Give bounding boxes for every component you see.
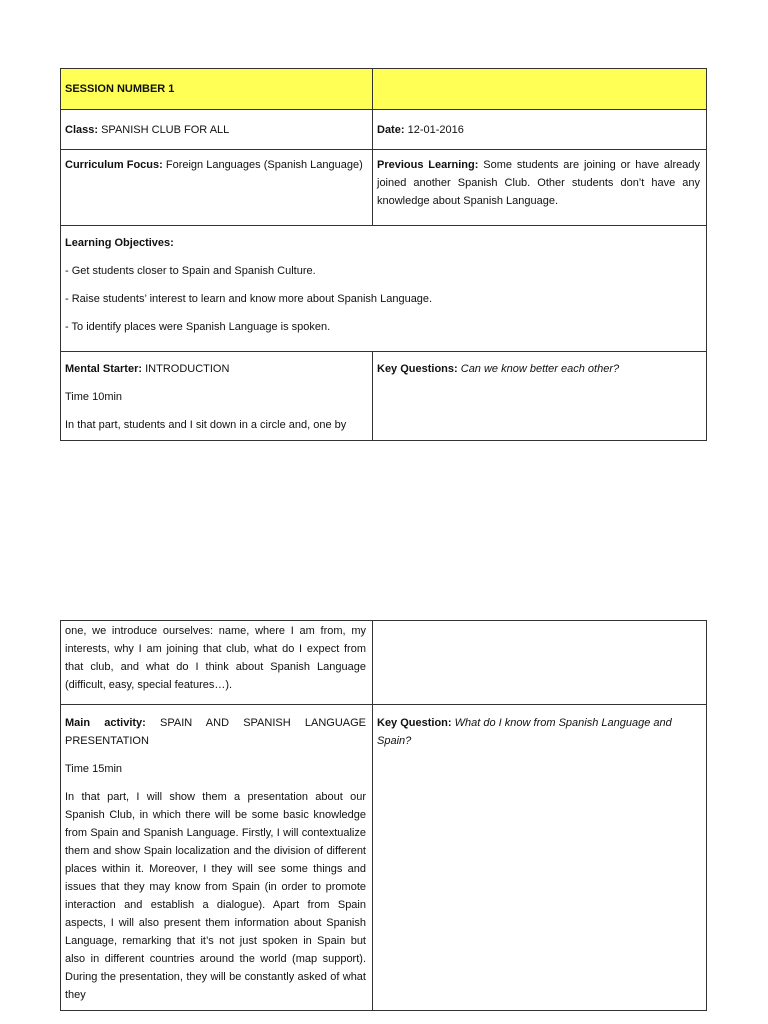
date-label: Date: xyxy=(377,123,405,136)
mental-starter-cell xyxy=(61,352,373,441)
curriculum-cell xyxy=(61,150,373,226)
class-value: SPANISH CLUB FOR ALL xyxy=(101,123,230,136)
main-activity-cell xyxy=(61,705,373,1011)
objective-item: - Get students closer to Spain and Spanish Culture. xyxy=(65,265,316,277)
date-cell xyxy=(373,110,707,150)
learning-objectives-cell xyxy=(61,226,707,352)
key-question-value: What do I know from Spanish Language and Spain? xyxy=(377,717,672,747)
main-activity-text: In that part, I will show them a presentation about our Spanish Club, in which there will be some basic knowledge from Spain and Spanish Language. Firstly, I will contextualize them and show Spain localization and the division of different places within it. Moreover, I they will see some things and issues that they may know from Spain (in order to promote interaction and establish a dialogue). Apart from Spain aspects, I will also present them information about Spanish Language, remarking that it’s not just spoken in Spain but also in different countries around the world (map support). During the presentation, they will be constantly asked of what they xyxy=(65,791,366,1001)
main-activity-time: Time 15min xyxy=(65,763,123,775)
key-questions-value: Can we know better each other? xyxy=(460,363,620,375)
curriculum-label: Curriculum Focus: xyxy=(65,159,163,171)
mental-starter-label: Mental Starter: xyxy=(65,363,143,375)
lesson-plan-table-page2 xyxy=(60,620,707,1011)
empty-cell xyxy=(373,621,707,705)
mental-starter-continued-cell xyxy=(61,621,373,705)
mental-starter-time: Time 10min xyxy=(65,391,123,403)
lesson-plan-table-page1 xyxy=(60,68,707,441)
mental-starter-value: INTRODUCTION xyxy=(145,363,230,375)
objective-item: - Raise students’ interest to learn and know more about Spanish Language. xyxy=(65,293,433,305)
session-title: SESSION NUMBER 1 xyxy=(65,83,175,95)
previous-learning-label: Previous Learning: xyxy=(377,159,479,171)
mental-starter-text: In that part, students and I sit down in a circle and, one by xyxy=(65,419,347,431)
main-activity-value: SPAIN AND SPANISH LANGUAGE PRESENTATION xyxy=(65,717,366,747)
session-empty-cell xyxy=(373,69,707,110)
previous-learning-cell xyxy=(373,150,707,226)
previous-learning-value: Some students are joining or have already joined another Spanish Club. Other students don’t have any knowledge about Spanish Language. xyxy=(377,159,700,207)
key-questions-label: Key Questions: xyxy=(377,363,458,375)
objective-item: - To identify places were Spanish Language is spoken. xyxy=(65,321,331,333)
class-label: Class: xyxy=(65,123,99,136)
mental-starter-text-continued: one, we introduce ourselves: name, where I am from, my interests, why I am joining that club, what do I expect from that club, and what do I think about Spanish Language (difficult, easy, special features…). xyxy=(65,625,366,691)
main-activity-label: Main activity: xyxy=(65,717,146,729)
date-value: 12-01-2016 xyxy=(407,123,464,136)
key-question-cell xyxy=(373,705,707,1011)
curriculum-value: Foreign Languages (Spanish Language) xyxy=(165,159,363,171)
learning-objectives-label: Learning Objectives: xyxy=(65,237,174,249)
session-title-cell xyxy=(61,69,373,110)
key-question-label: Key Question: xyxy=(377,717,452,729)
class-cell xyxy=(61,110,373,150)
key-questions-cell xyxy=(373,352,707,441)
